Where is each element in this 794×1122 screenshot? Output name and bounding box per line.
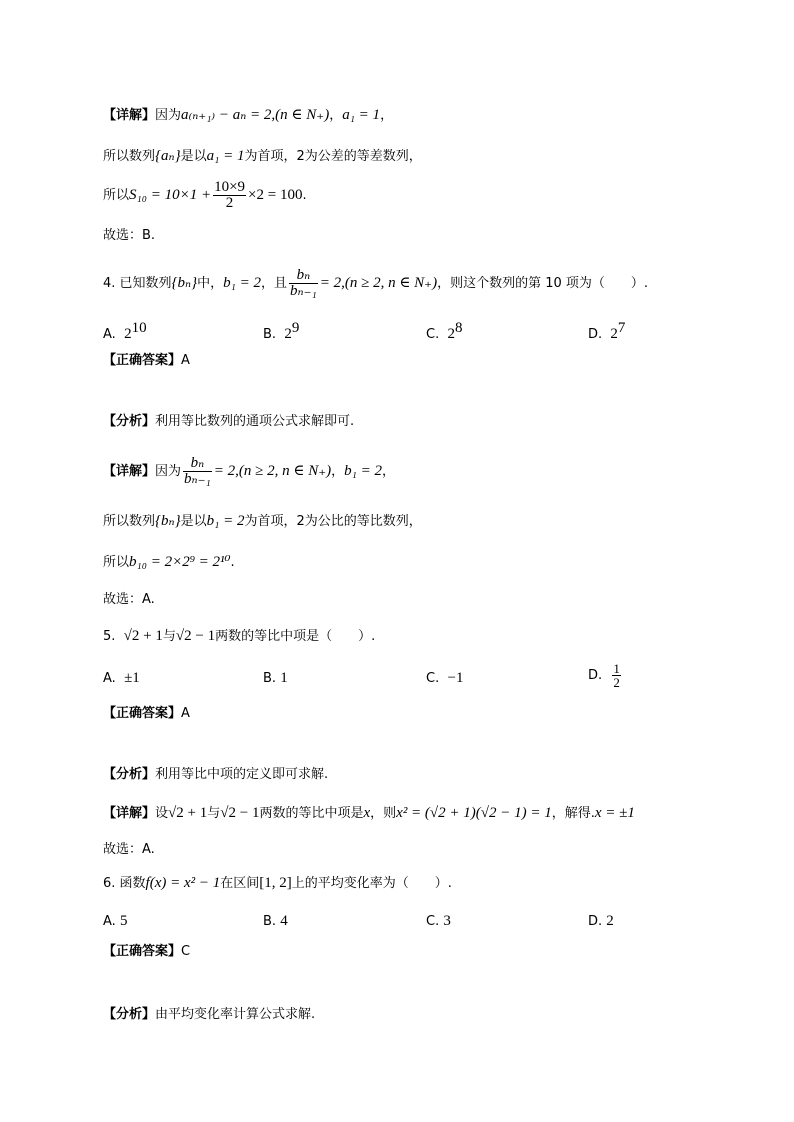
q6-analysis [103, 1005, 315, 1025]
comma: ， [380, 108, 394, 123]
detail-label: 【详解】 [103, 464, 156, 479]
option-value: 3 [443, 913, 451, 929]
q6-stem [103, 873, 452, 894]
q4-stem [103, 268, 648, 299]
text: 6. 函数 [103, 876, 146, 891]
option-letter: C. [426, 327, 440, 342]
option-fraction [612, 662, 621, 689]
comma: ， [331, 464, 345, 479]
interval: [1, 2] [259, 875, 292, 891]
answer-value: A [181, 353, 190, 368]
text: 上的平均变化率为（ ）. [291, 876, 452, 891]
text: 4. 已知数列 [103, 276, 172, 291]
option-exponent: 9 [291, 320, 300, 336]
q5-answer [103, 704, 190, 724]
option-exponent: 10 [131, 320, 147, 336]
option-letter: D. [588, 327, 603, 342]
text: 与 [207, 806, 221, 821]
option-letter: B. [263, 914, 277, 929]
q6-answer [103, 942, 190, 962]
q5-detail [103, 803, 635, 824]
q5-option-a [103, 668, 140, 689]
q4-choose: 故选：A. [103, 592, 155, 607]
option-exponent: 7 [617, 320, 626, 336]
text: 为首项，2为公比的等比数列， [244, 514, 422, 529]
q5-analysis [103, 765, 328, 785]
option-exponent: 8 [454, 320, 463, 336]
option-value: −1 [447, 670, 464, 686]
option-base: 2 [124, 326, 132, 342]
function-formula: f(x) = x² − 1 [145, 875, 221, 891]
text: 两数的等比中项是 [259, 806, 364, 821]
option-letter: C. [426, 914, 440, 929]
text: 所以数列 [103, 514, 156, 529]
result-formula: ×2 = 100 [248, 187, 303, 203]
fraction-numerator: 10×9 [214, 179, 246, 195]
option-value: 2 [606, 913, 614, 929]
option-letter: B. [263, 327, 277, 342]
analysis-label: 【分析】 [103, 1007, 156, 1022]
text: 为首项，2为公差的等差数列， [244, 149, 422, 164]
q4-line3 [103, 552, 235, 573]
option-letter: D. [588, 668, 603, 683]
text: 在区间 [220, 876, 260, 891]
s10-formula: S₁₀ = 10×1 + [129, 187, 212, 203]
sequence-a: {aₙ} [155, 148, 181, 164]
answer-label: 【正确答案】 [103, 353, 182, 368]
option-value: 5 [119, 913, 128, 929]
option-letter: D. [588, 914, 603, 929]
analysis-text: 利用等比数列的通项公式求解即可. [155, 414, 355, 429]
fraction-numerator: bₙ [289, 268, 318, 284]
sequence-b: {bₙ} [155, 513, 181, 529]
q5-option-d [588, 662, 623, 689]
q6-option-a [103, 911, 127, 932]
fraction-denominator: 2 [613, 675, 620, 690]
q4-detail [103, 456, 395, 487]
sqrt2-plus-1: √2 + 1 [123, 628, 163, 644]
q3-choose: 故选：B. [103, 228, 156, 243]
option-base: 2 [610, 326, 618, 342]
text: 所以 [103, 555, 130, 570]
analysis-label: 【分析】 [103, 767, 156, 782]
answer-value: C [181, 944, 191, 959]
detail-label: 【详解】 [103, 806, 156, 821]
ratio-fraction [183, 456, 212, 487]
q4-option-c [426, 318, 462, 345]
q5-choose: 故选：A. [103, 842, 155, 857]
fraction-numerator: bₙ [183, 456, 212, 472]
text: ，则 [370, 806, 397, 821]
q4-option-b [263, 318, 299, 345]
text: 是以 [180, 149, 207, 164]
text: 所以数列 [103, 149, 156, 164]
text: ，则这个数列的第 10 项为（ ）. [437, 276, 649, 291]
q3-line3 [103, 180, 307, 211]
q4-option-d [588, 318, 625, 345]
b1-formula: b₁ = 2 [223, 275, 261, 291]
q4-line2 [103, 511, 422, 532]
fraction-denominator: 2 [225, 195, 234, 211]
condition-formula: = 2,(n ≥ 2, n ∈ N₊) [213, 463, 332, 479]
text: 与 [162, 629, 176, 644]
sequence-b: {bₙ} [171, 275, 198, 291]
sqrt2-minus-1: √2 − 1 [175, 628, 216, 644]
q5-option-c [426, 668, 463, 689]
analysis-text: 由平均变化率计算公式求解. [155, 1007, 316, 1022]
fraction [213, 180, 246, 211]
a1-formula: a₁ = 1 [342, 107, 381, 123]
fraction-denominator: bₙ₋₁ [290, 283, 317, 299]
q6-option-b [263, 911, 288, 932]
text: 5. [103, 629, 116, 644]
option-letter: C. [426, 671, 440, 686]
text: ，且 [260, 276, 287, 291]
option-letter: B. [263, 671, 277, 686]
period: . [302, 188, 307, 203]
ratio-fraction [289, 268, 318, 299]
option-letter: A. [103, 914, 116, 929]
q3-line2 [103, 146, 422, 167]
q6-option-c [426, 911, 451, 932]
detail-label: 【详解】 [103, 108, 156, 123]
q5-option-b [263, 668, 288, 689]
q3-detail-line [103, 105, 393, 126]
option-base: 2 [447, 326, 455, 342]
because-text: 因为 [155, 464, 182, 479]
sqrt2-minus-1: √2 − 1 [220, 805, 260, 821]
b1-formula: b₁ = 2 [206, 513, 245, 529]
analysis-label: 【分析】 [103, 414, 156, 429]
text: 两数的等比中项是（ ）. [215, 629, 376, 644]
text: ，解得. [551, 806, 595, 821]
option-value: ±1 [124, 670, 140, 686]
q5-stem [103, 626, 375, 647]
q4-option-a [103, 318, 147, 345]
because-text: 因为 [155, 108, 182, 123]
b1-formula: b₁ = 2 [344, 463, 382, 479]
option-base: 2 [284, 326, 292, 342]
text: 所以 [103, 188, 130, 203]
b10-formula: b₁₀ = 2×2⁹ = 2¹⁰ [129, 554, 231, 570]
answer-label: 【正确答案】 [103, 944, 182, 959]
text: 中， [197, 276, 224, 291]
condition-formula: = 2,(n ≥ 2, n ∈ N₊) [319, 275, 438, 291]
option-value: 4 [280, 913, 288, 929]
recurrence-formula: a₍ₙ₊₁₎ − aₙ = 2,(n ∈ N₊) [181, 107, 330, 123]
variable-x: x [363, 805, 371, 821]
option-letter: A. [103, 671, 116, 686]
option-value: 1 [280, 670, 288, 686]
comma: ， [381, 464, 395, 479]
period: . [230, 555, 235, 570]
analysis-text: 利用等比中项的定义即可求解. [155, 767, 329, 782]
answer-value: A [181, 706, 190, 721]
comma: ， [329, 108, 343, 123]
sqrt2-plus-1: √2 + 1 [168, 805, 208, 821]
q4-analysis [103, 412, 354, 432]
q4-answer [103, 351, 190, 371]
text: 是以 [180, 514, 207, 529]
a1-formula: a₁ = 1 [206, 148, 245, 164]
product-formula: x² = (√2 + 1)(√2 − 1) = 1 [396, 805, 552, 821]
fraction-numerator: 1 [613, 661, 620, 676]
text: 设 [155, 806, 169, 821]
q6-option-d [588, 911, 614, 932]
result-formula: x = ±1 [594, 805, 635, 821]
option-letter: A. [103, 327, 116, 342]
fraction-denominator: bₙ₋₁ [184, 471, 211, 487]
answer-label: 【正确答案】 [103, 706, 182, 721]
